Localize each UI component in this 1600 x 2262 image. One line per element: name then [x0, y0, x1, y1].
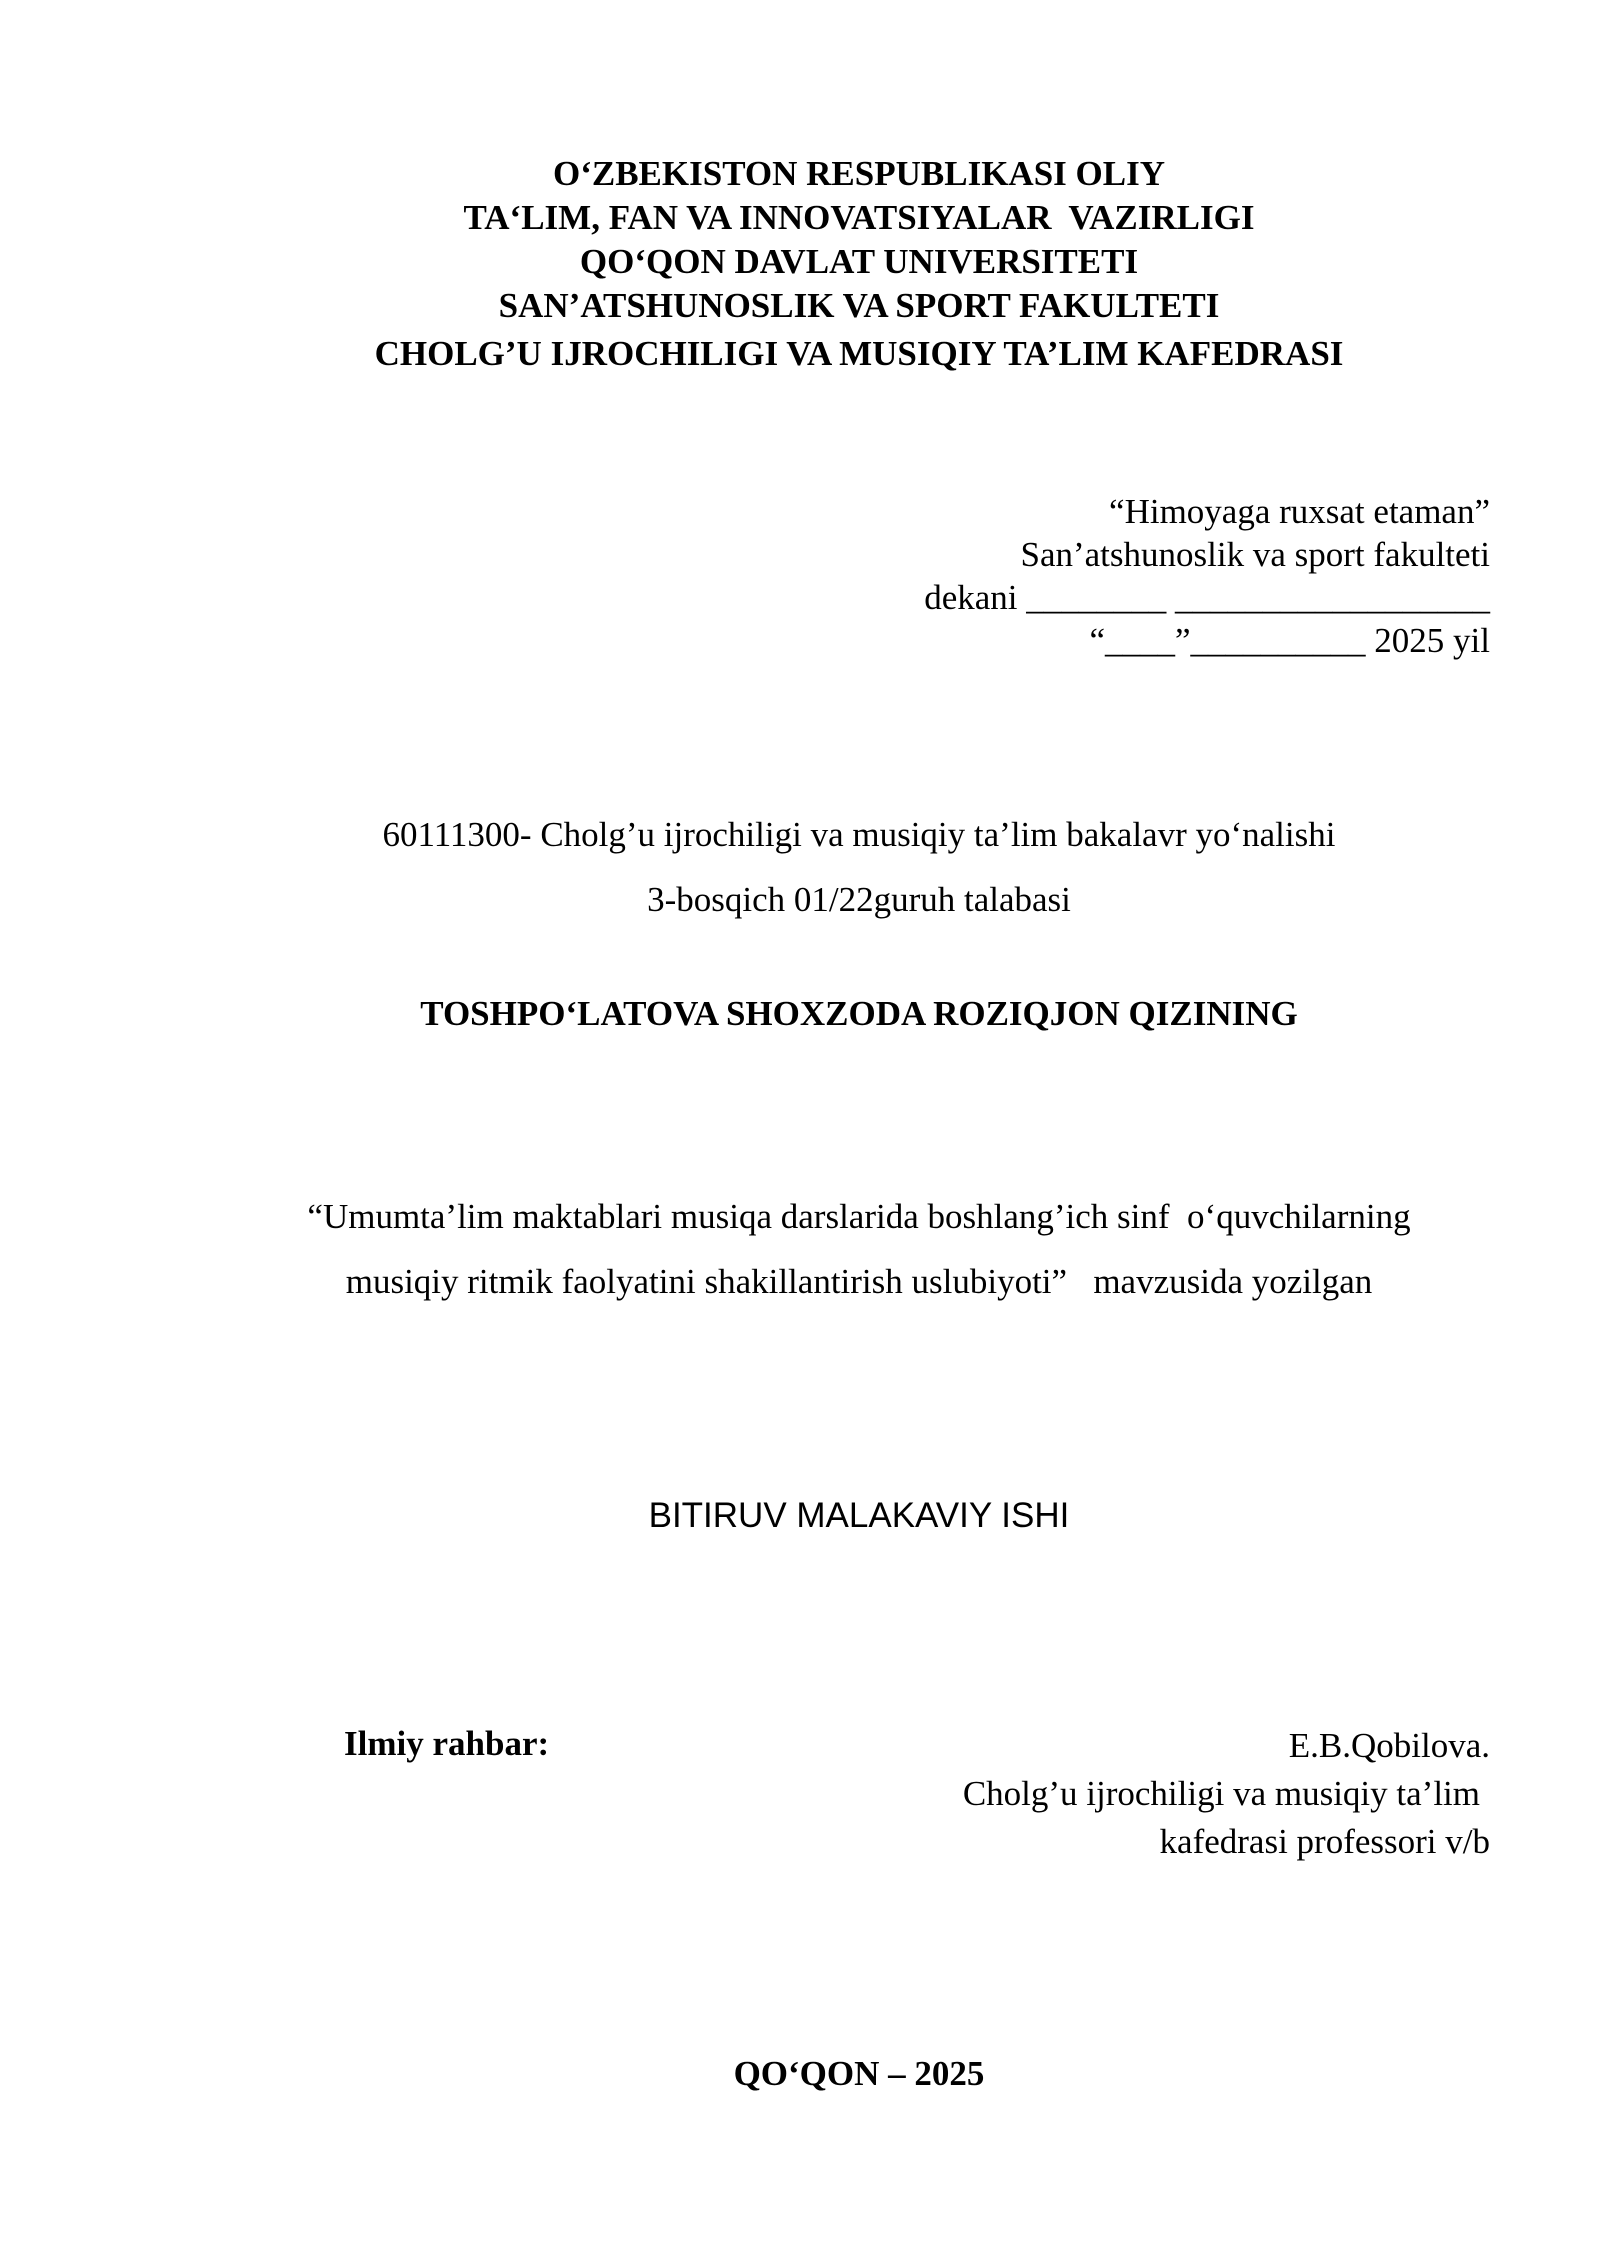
work-type: BITIRUV MALAKAVIY ISHI	[648, 1496, 1070, 1535]
topic-line-2: musiqiy ritmik faolyatini shakillantirish uslubiyoti” mavzusida yozilgan	[345, 1262, 1373, 1301]
supervisor-name: E.B.Qobilova.	[1288, 1726, 1490, 1765]
group-line: 3-bosqich 01/22guruh talabasi	[647, 880, 1071, 919]
header-line-faculty: SAN’ATSHUNOSLIK VA SPORT FAKULTETI	[498, 286, 1220, 325]
study-direction	[200, 802, 1518, 932]
topic-line-1: “Umumta’lim maktablari musiqa darslarida boshlang’ich sinf o‘quvchilarning	[307, 1197, 1411, 1236]
direction-line: 60111300- Cholg’u ijrochiligi va musiqiy ta’lim bakalavr yo‘nalishi	[382, 815, 1336, 854]
ministry-header	[198, 152, 1520, 376]
student-name-block	[200, 992, 1518, 1036]
supervisor-label: Ilmiy rahbar:	[344, 1724, 550, 1763]
approval-block	[700, 490, 1490, 662]
student-name: TOSHPO‘LATOVA SHOXZODA ROZIQJON QIZINING	[420, 994, 1298, 1033]
thesis-topic	[200, 1184, 1518, 1314]
supervisor-position-2: kafedrasi professori v/b	[1159, 1822, 1490, 1861]
footer-city-year	[200, 2052, 1518, 2096]
city-year: QO‘QON – 2025	[733, 2054, 985, 2093]
header-line-ministry: O‘ZBEKISTON RESPUBLIKASI OLIY	[552, 154, 1166, 193]
supervisor-position-1: Cholg’u ijrochiligi va musiqiy ta’lim	[962, 1774, 1480, 1813]
supervisor-block	[700, 1722, 1490, 1866]
approval-dean-signature: dekani ________ __________________	[924, 578, 1490, 617]
approval-title: “Himoyaga ruxsat etaman”	[1109, 492, 1490, 531]
work-type-block	[200, 1494, 1518, 1538]
approval-date: “____”__________ 2025 yil	[1089, 621, 1490, 660]
header-line-university: QO‘QON DAVLAT UNIVERSITETI	[579, 242, 1139, 281]
approval-faculty: San’atshunoslik va sport fakulteti	[1020, 535, 1490, 574]
header-line-ministry-2: TA‘LIM, FAN VA INNOVATSIYALAR VAZIRLIGI	[463, 198, 1255, 237]
header-line-department: CHOLG’U IJROCHILIGI VA MUSIQIY TA’LIM KAFEDRASI	[374, 334, 1344, 373]
